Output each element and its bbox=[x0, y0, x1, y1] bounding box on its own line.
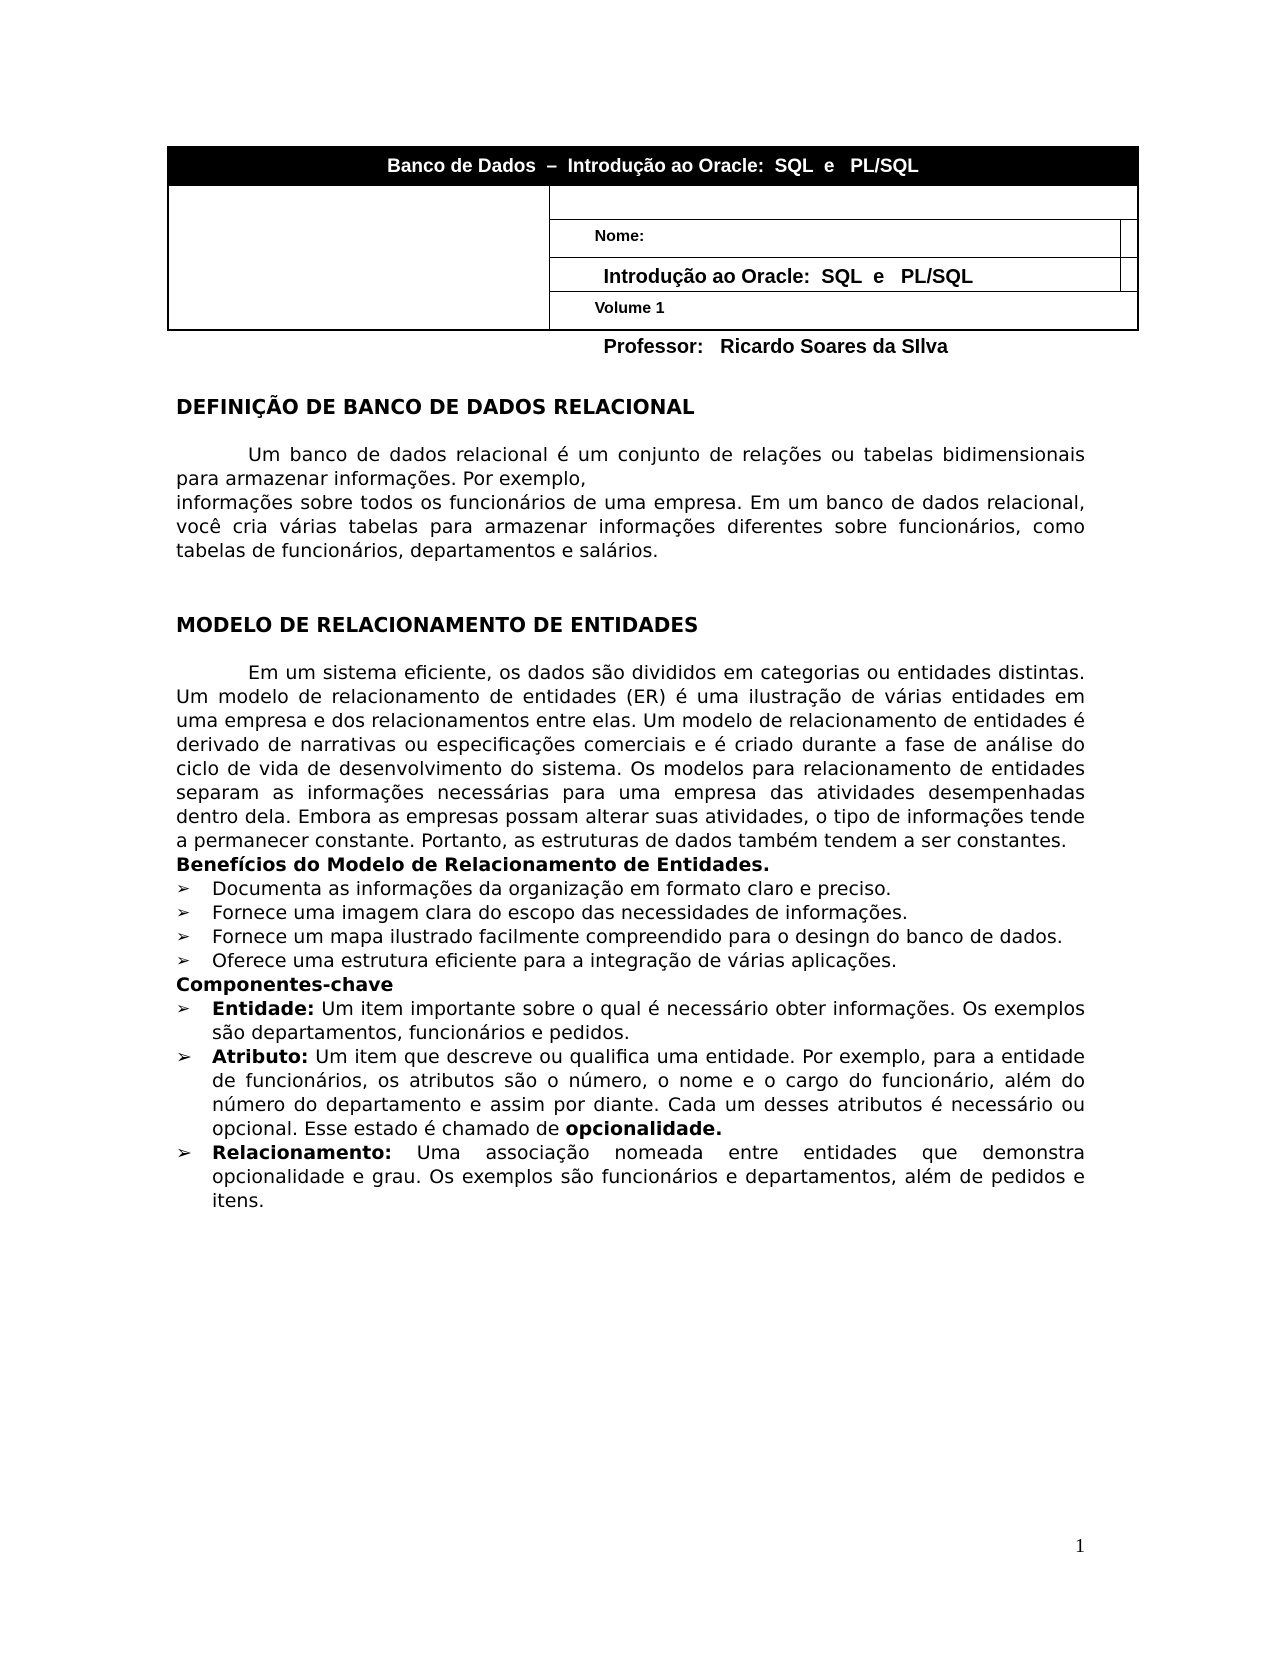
list-item bbox=[176, 1045, 1085, 1141]
component-term: Relacionamento: bbox=[212, 1142, 392, 1164]
arrowhead-bullet-icon: ➢ bbox=[176, 999, 191, 1019]
definition-paragraph-1: Um banco de dados relacional é um conjunto de relações ou tabelas bidimensionais para armazenar informações. Por exemplo, bbox=[176, 444, 1085, 490]
component-description: Uma associação nomeada entre entidades que demonstra opcionalidade e grau. Os exemplos são funcionários e departamentos, além de pedidos e itens. bbox=[212, 1142, 1085, 1212]
course-side-cell bbox=[1120, 220, 1137, 257]
arrowhead-bullet-icon: ➢ bbox=[176, 903, 191, 923]
component-term: Entidade: bbox=[212, 998, 315, 1020]
header-info-cells bbox=[550, 186, 1137, 358]
course-row bbox=[550, 220, 1137, 288]
header-table bbox=[167, 146, 1139, 358]
definition-paragraph-2: informações sobre todos os funcionários de uma empresa. Em um banco de dados relacional, você cria várias tabelas para armazenar informações diferentes sobre funcionários, como tabelas de funcionários, departamentos e salários. bbox=[176, 492, 1085, 562]
list-item bbox=[176, 901, 1085, 925]
list-item bbox=[176, 925, 1085, 949]
component-emphasis: opcionalidade. bbox=[565, 1118, 723, 1140]
er-model-paragraph: Em um sistema eficiente, os dados são divididos em categorias ou entidades distintas. Um modelo de relacionamento de entidades (ER) é uma ilustração de várias entidades em uma empresa e dos relacionamentos entre elas. Um modelo de relacionamento de entidades é derivado de narrativas ou especificações comerciais e é criado durante a fase de análise do ciclo de vida de desenvolvimento do sistema. Os modelos para relacionamento de entidades separam as informações necessárias para uma empresa das atividades desempenhadas dentro dela. Embora as empresas possam alterar suas atividades, o tipo de informações tende a permanecer constante. Portanto, as estruturas de dados também tendem a ser constantes. bbox=[176, 662, 1085, 852]
page-number: 1 bbox=[1075, 1535, 1085, 1557]
arrowhead-bullet-icon: ➢ bbox=[176, 879, 191, 899]
benefit-text: Oferece uma estrutura eficiente para a integração de várias aplicações. bbox=[212, 950, 898, 972]
volume-label: Volume 1 bbox=[594, 300, 665, 317]
benefit-text: Fornece um mapa ilustrado facilmente compreendido para o desingn do banco de dados. bbox=[212, 926, 1063, 948]
list-item bbox=[176, 949, 1085, 973]
benefit-text: Fornece uma imagem clara do escopo das necessidades de informações. bbox=[212, 902, 908, 924]
header-body bbox=[169, 186, 1137, 358]
component-description: Um item que descreve ou qualifica uma entidade. Por exemplo, para a entidade de funcionários, os atributos são o número, o nome e o cargo do funcionário, além do número do departamento e assim por diante. Cada um desses atributos é necessário ou opcional. Esse estado é chamado de bbox=[212, 1046, 1085, 1140]
arrowhead-bullet-icon: ➢ bbox=[176, 1142, 192, 1164]
professor-row bbox=[550, 292, 1137, 358]
name-row bbox=[550, 186, 1137, 245]
header-title: Banco de Dados – Introdução ao Oracle: SQL e PL/SQL bbox=[169, 148, 1137, 186]
arrowhead-bullet-icon: ➢ bbox=[176, 1046, 192, 1068]
arrowhead-bullet-icon: ➢ bbox=[176, 951, 191, 971]
list-item bbox=[176, 997, 1085, 1045]
components-list bbox=[176, 997, 1085, 1213]
list-item bbox=[176, 1141, 1085, 1213]
section-heading-definition: DEFINIÇÃO DE BANCO DE DADOS RELACIONAL bbox=[176, 395, 695, 419]
benefits-list bbox=[176, 877, 1085, 973]
course-label: Introdução ao Oracle: SQL e PL/SQL bbox=[603, 266, 974, 288]
component-description: Um item importante sobre o qual é necessário obter informações. Os exemplos são departamentos, funcionários e pedidos. bbox=[212, 998, 1085, 1044]
professor-label: Professor: Ricardo Soares da SIlva bbox=[603, 336, 949, 358]
document-body bbox=[176, 395, 1085, 1213]
header-blank-cell bbox=[169, 186, 550, 329]
section-heading-er-model: MODELO DE RELACIONAMENTO DE ENTIDADES bbox=[176, 613, 699, 637]
arrowhead-bullet-icon: ➢ bbox=[176, 927, 191, 947]
components-heading: Componentes-chave bbox=[176, 974, 394, 996]
list-item bbox=[176, 877, 1085, 901]
volume-row bbox=[550, 258, 1137, 317]
volume-side-cell bbox=[1120, 258, 1137, 291]
name-label: Nome: bbox=[594, 228, 645, 245]
component-term: Atributo: bbox=[212, 1046, 309, 1068]
benefit-text: Documenta as informações da organização em formato claro e preciso. bbox=[212, 878, 892, 900]
benefits-heading: Benefícios do Modelo de Relacionamento de Entidades. bbox=[176, 854, 770, 876]
